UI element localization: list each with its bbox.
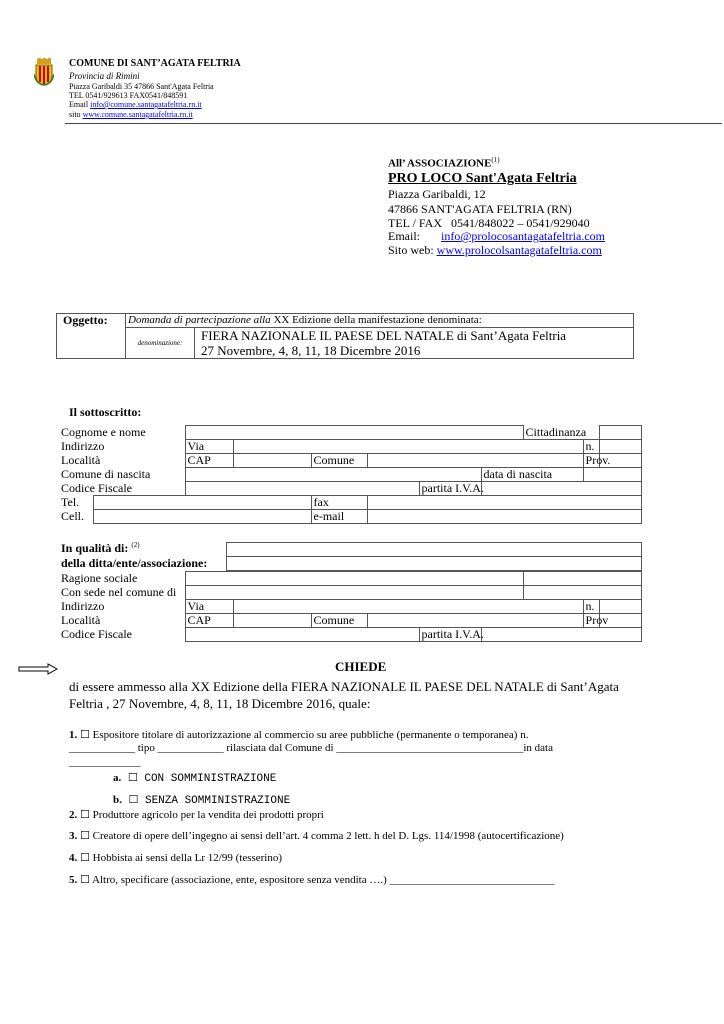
ditta-via-label: Via — [185, 600, 233, 614]
ditta-input[interactable] — [226, 556, 642, 571]
ditta-cap-input[interactable] — [233, 614, 311, 628]
cognome-label: Cognome e nome — [61, 425, 146, 439]
event-dates: 27 Novembre, 4, 8, 11, 18 Dicembre 2016 — [201, 343, 421, 358]
option-a-checkbox[interactable]: ☐ — [127, 771, 138, 784]
cap-label: CAP — [185, 454, 233, 468]
event-title: FIERA NAZIONALE IL PAESE DEL NATALE di Sant’Agata Feltria — [201, 328, 567, 343]
comune-nascita-label: Comune di nascita — [61, 467, 151, 481]
cittadinanza-label: Cittadinanza — [525, 424, 587, 439]
ragione-sociale-extra[interactable] — [523, 572, 641, 586]
email-field-label: e-mail — [311, 510, 367, 524]
ditta-indirizzo-label: Indirizzo — [61, 599, 105, 613]
localita-label: Località — [61, 453, 101, 467]
comune-input[interactable] — [367, 454, 583, 468]
codice-fiscale-input[interactable] — [185, 482, 419, 496]
option-2: 2. ☐ Produttore agricolo per la vendita dei prodotti propri — [69, 808, 324, 821]
ditta-piva-label: partita I.V.A. — [419, 628, 481, 642]
option-3: 3. ☐ Creatore di opere dell’ingegno ai sensi dell’art. 4 comma 2 lett. h del D. Lgs. 114/1998 (autocertificazione) — [69, 829, 564, 842]
recipient-city: 47866 SANT'AGATA FELTRIA (RN) — [388, 202, 572, 216]
oggetto-line1: Domanda di partecipazione alla XX Edizione della manifestazione denominata: — [126, 314, 634, 328]
recipient-email-link[interactable]: info@prolocosantagatafeltria.com — [441, 229, 605, 243]
tel-label: Tel. — [61, 495, 80, 509]
ditta-prov-label: Prov — [583, 614, 599, 628]
sede-extra[interactable] — [523, 586, 641, 600]
option-3-checkbox[interactable]: ☐ — [80, 829, 90, 842]
ditta-table — [59, 571, 642, 642]
ditta-piva-input[interactable] — [481, 628, 641, 642]
n-input[interactable] — [599, 440, 641, 454]
qualita-heading: In qualità di: $^{(2)}$ — [61, 541, 140, 555]
qualita-input[interactable] — [226, 542, 642, 557]
option-4-checkbox[interactable]: ☐ — [80, 851, 90, 864]
comune-email-link[interactable]: info@comune.santagatafeltria.rn.it — [90, 100, 202, 109]
option-5-checkbox[interactable]: ☐ — [80, 873, 90, 886]
comune-nascita-input[interactable] — [185, 468, 481, 482]
provincia: Provincia di Rimini — [69, 71, 140, 81]
chiede-line1: di essere ammesso alla XX Edizione della FIERA NAZIONALE IL PAESE DEL NATALE di Sant’Agata — [69, 679, 619, 694]
ditta-via-input[interactable] — [233, 600, 583, 614]
oggetto-label: Oggetto: — [57, 314, 126, 359]
comune-tel: TEL 0541/929613 FAX0541/848591 — [69, 91, 188, 100]
ragione-sociale-label: Ragione sociale — [61, 571, 138, 585]
sottoscritto-heading: Il sottoscritto: — [69, 405, 142, 419]
option-4: 4. ☐ Hobbista ai sensi della Lr 12/99 (tesserino) — [69, 851, 283, 864]
ditta-n-input[interactable] — [599, 600, 641, 614]
tel-input[interactable] — [93, 496, 311, 510]
prov-label: Prov. — [583, 454, 599, 468]
cell-input[interactable] — [93, 510, 311, 524]
comune-site-line — [69, 110, 193, 120]
cap-input[interactable] — [233, 454, 311, 468]
option-1: 1. ☐ Espositore titolare di autorizzazione al commercio su aree pubbliche (permanente o temporanea) n. — [69, 728, 529, 741]
ditta-comune-input[interactable] — [367, 614, 583, 628]
ragione-sociale-input[interactable] — [185, 572, 523, 586]
denominazione-label: denominazione: — [126, 328, 195, 359]
recipient-name: PRO LOCO Sant'Agata Feltria — [388, 171, 577, 186]
ditta-n-label: n. — [583, 600, 599, 614]
comune-title: COMUNE DI SANT’AGATA FELTRIA — [69, 58, 241, 69]
option-2-checkbox[interactable]: ☐ — [80, 808, 90, 821]
chiede-line2: Feltria , 27 Novembre, 4, 8, 11, 18 Dicembre 2016, quale: — [69, 696, 371, 711]
n-label: n. — [583, 440, 599, 454]
cognome-input[interactable] — [185, 426, 523, 440]
email-label: Email — [69, 100, 89, 109]
recipient-email-line: Email: info@prolocosantagatafeltria.com — [388, 229, 605, 243]
cell-label: Cell. — [61, 509, 84, 523]
ditta-cf-input[interactable] — [185, 628, 419, 642]
option-b-checkbox[interactable]: ☐ — [128, 793, 139, 806]
recipient-web-line: Sito web: www.prolocolsantagatafeltria.com — [388, 243, 602, 257]
chiede-heading: CHIEDE — [335, 659, 387, 674]
sede-input[interactable] — [185, 586, 523, 600]
site-label: sito — [69, 110, 81, 119]
ditta-cap-label: CAP — [185, 614, 233, 628]
via-input[interactable] — [233, 440, 583, 454]
option-1-checkbox[interactable]: ☐ — [80, 728, 90, 741]
ditta-localita-label: Località — [61, 613, 101, 627]
coat-of-arms-icon — [34, 58, 54, 86]
oggetto-title-cell — [195, 328, 634, 359]
cittadinanza-input[interactable] — [599, 426, 641, 440]
fax-input[interactable] — [367, 496, 641, 510]
sede-label: Con sede nel comune di — [61, 585, 177, 599]
header-divider — [65, 123, 722, 124]
data-nascita-input[interactable] — [583, 468, 641, 482]
codice-fiscale-label: Codice Fiscale — [61, 480, 132, 495]
recipient-web-link[interactable]: www.prolocolsantagatafeltria.com — [436, 243, 602, 257]
comune-site-link[interactable]: www.comune.santagatafeltria.rn.it — [82, 110, 193, 119]
comune-label: Comune — [311, 454, 367, 468]
recipient-telfax: TEL / FAX 0541/848022 – 0541/929040 — [388, 216, 590, 230]
sottoscritto-table — [59, 425, 642, 524]
ditta-cf-label: Codice Fiscale — [61, 627, 132, 641]
option-1-line3: _____________ — [69, 756, 141, 768]
comune-address: Piazza Garibaldi 35 47866 Sant'Agata Feltria — [69, 82, 214, 91]
data-nascita-label: data di nascita — [481, 468, 583, 482]
piva-input[interactable] — [481, 482, 641, 496]
email-input[interactable] — [367, 510, 641, 524]
piva-label: partita I.V.A. — [419, 482, 481, 496]
recipient-street: Piazza Garibaldi, 12 — [388, 187, 486, 201]
option-b: b. ☐ SENZA SOMMINISTRAZIONE — [113, 793, 291, 807]
indirizzo-label: Indirizzo — [61, 439, 105, 453]
ditta-comune-label: Comune — [311, 614, 367, 628]
option-a: a. ☐ CON SOMMINISTRAZIONE — [113, 771, 277, 785]
option-5: 5. ☐ Altro, specificare (associazione, ente, espositore senza vendita ….) ______________________________ — [69, 873, 555, 886]
comune-email-line — [69, 100, 202, 110]
option-1-line2: ____________ tipo ____________ rilasciata dal Comune di __________________________________in data — [69, 742, 553, 754]
arrow-icon — [18, 662, 58, 680]
recipient-to: All’ ASSOCIAZIONE$^{(1)}$ — [388, 156, 500, 170]
oggetto-table — [56, 313, 634, 359]
via-label: Via — [185, 440, 233, 454]
fax-label: fax — [311, 496, 367, 510]
ditta-heading: della ditta/ente/associazione: — [61, 556, 208, 570]
